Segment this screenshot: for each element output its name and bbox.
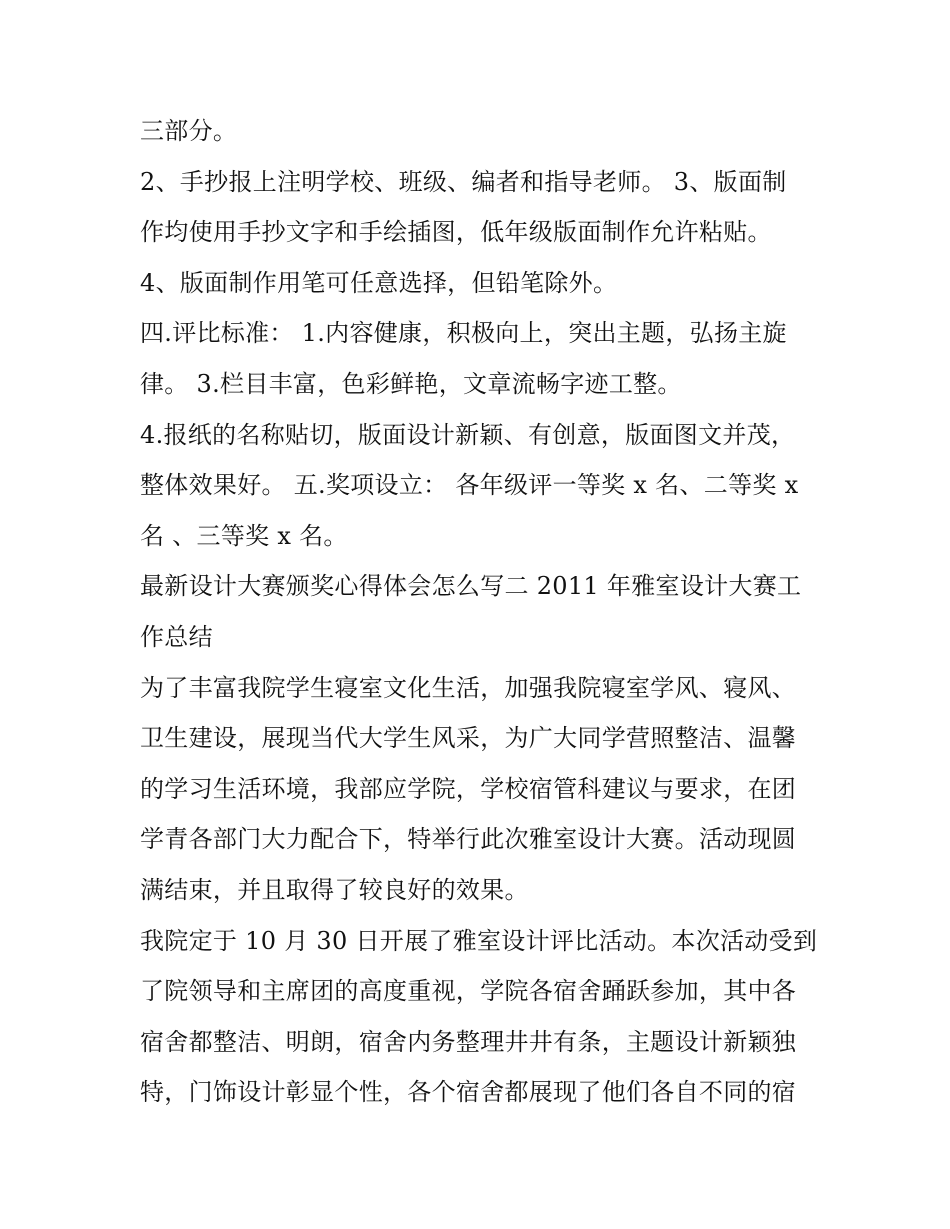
text-line: 4、版面制作用笔可任意选择，但铅笔除外。 [140, 268, 618, 297]
text-line: 4.报纸的名称贴切，版面设计新颖、有创意，版面图文并茂， [140, 420, 796, 449]
text-line: 最新设计大赛颁奖心得体会怎么写二 2011 年雅室设计大赛工 [140, 572, 802, 601]
text-line: 卫生建设，展现当代大学生风采，为广大同学营照整洁、温馨 [140, 724, 797, 753]
text-line: 的学习生活环境，我部应学院，学校宿管科建议与要求，在团 [140, 774, 797, 803]
text-line: 我院定于 10 月 30 日开展了雅室设计评比活动。本次活动受到 [140, 926, 818, 955]
text-line: 特，门饰设计彰显个性，各个宿舍都展现了他们各自不同的宿 [140, 1078, 797, 1107]
text-line: 作均使用手抄文字和手绘插图，低年级版面制作允许粘贴。 [140, 218, 772, 247]
document-body [140, 106, 820, 1118]
text-line: 作总结 [140, 622, 213, 651]
text-line: 2、手抄报上注明学校、班级、编者和指导老师。 3、版面制 [140, 167, 787, 196]
text-line: 了院领导和主席团的高度重视，学院各宿舍踊跃参加，其中各 [140, 977, 797, 1006]
text-line: 满结束，并且取得了较良好的效果。 [140, 875, 529, 904]
text-line: 律。 3.栏目丰富，色彩鲜艳，文章流畅字迹工整。 [140, 369, 682, 398]
text-line: 学青各部门大力配合下，特举行此次雅室设计大赛。活动现圆 [140, 825, 797, 854]
text-line: 三部分。 [140, 117, 238, 145]
text-line: 名 、三等奖 x 名。 [140, 521, 348, 550]
text-line: 整体效果好。 五.奖项设立： 各年级评一等奖 x 名、二等奖 x [140, 471, 799, 500]
text-line: 为了丰富我院学生寝室文化生活，加强我院寝室学风、寝风、 [140, 673, 797, 702]
text-line: 四.评比标准： 1.内容健康，积极向上，突出主题，弘扬主旋 [140, 319, 787, 348]
text-line: 宿舍都整洁、明朗，宿舍内务整理井井有条，主题设计新颖独 [140, 1027, 797, 1056]
